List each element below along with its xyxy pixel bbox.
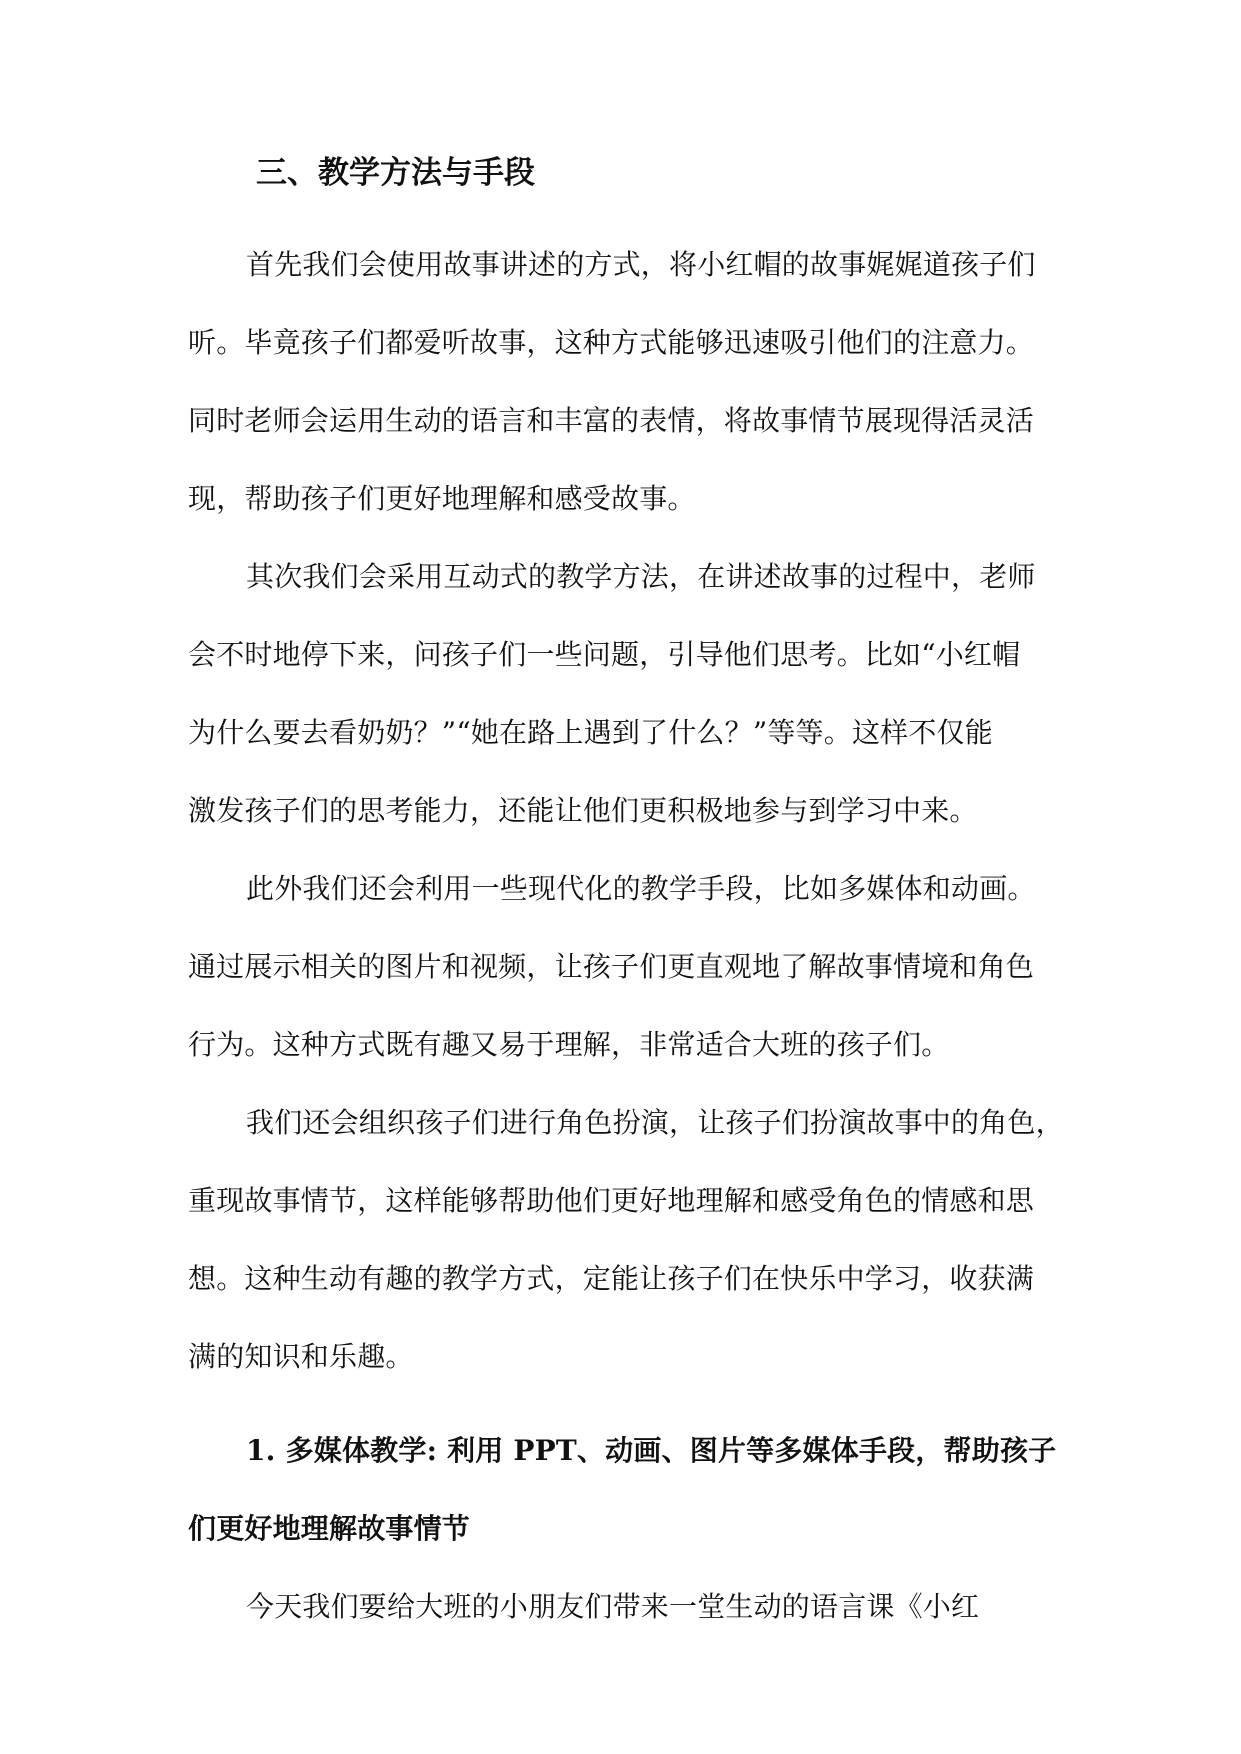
paragraph-line: 现，帮助孩子们更好地理解和感受故事。 [188,482,696,515]
paragraph-line: 行为。这种方式既有趣又易于理解，非常适合大班的孩子们。 [188,1028,950,1061]
paragraph-line: 今天我们要给大班的小朋友们带来一堂生动的语言课《小红 [246,1590,980,1623]
paragraph-line: 听。毕竟孩子们都爱听故事，这种方式能够迅速吸引他们的注意力。 [188,326,1035,359]
paragraph-line: 首先我们会使用故事讲述的方式，将小红帽的故事娓娓道孩子们 [246,248,1036,281]
paragraph-line: 通过展示相关的图片和视频，让孩子们更直观地了解故事情境和角色 [188,950,1035,983]
paragraph-line: 此外我们还会利用一些现代化的教学手段，比如多媒体和动画。 [246,872,1036,905]
paragraph-line: 重现故事情节，这样能够帮助他们更好地理解和感受角色的情感和思 [188,1184,1035,1217]
paragraph-line: 会不时地停下来，问孩子们一些问题，引导他们思考。比如“小红帽 [188,638,1021,671]
paragraph-line: 其次我们会采用互动式的教学方法，在讲述故事的过程中，老师 [246,560,1036,593]
paragraph-line: 我们还会组织孩子们进行角色扮演，让孩子们扮演故事中的角色， [246,1106,1064,1139]
paragraph-line: 为什么要去看奶奶？”“她在路上遇到了什么？”等等。这样不仅能 [188,716,993,749]
subheading-line: 们更好地理解故事情节 [188,1512,471,1545]
paragraph-line: 同时老师会运用生动的语言和丰富的表情，将故事情节展现得活灵活 [188,404,1035,437]
paragraph-line: 想。这种生动有趣的教学方式，定能让孩子们在快乐中学习，收获满 [188,1262,1035,1295]
subheading-line: 1. 多媒体教学: 利用 PPT、动画、图片等多媒体手段，帮助孩子 [246,1434,1057,1467]
section-heading: 三、教学方法与手段 [256,155,535,191]
paragraph-line: 激发孩子们的思考能力，还能让他们更积极地参与到学习中来。 [188,794,978,827]
paragraph-line: 满的知识和乐趣。 [188,1340,414,1373]
